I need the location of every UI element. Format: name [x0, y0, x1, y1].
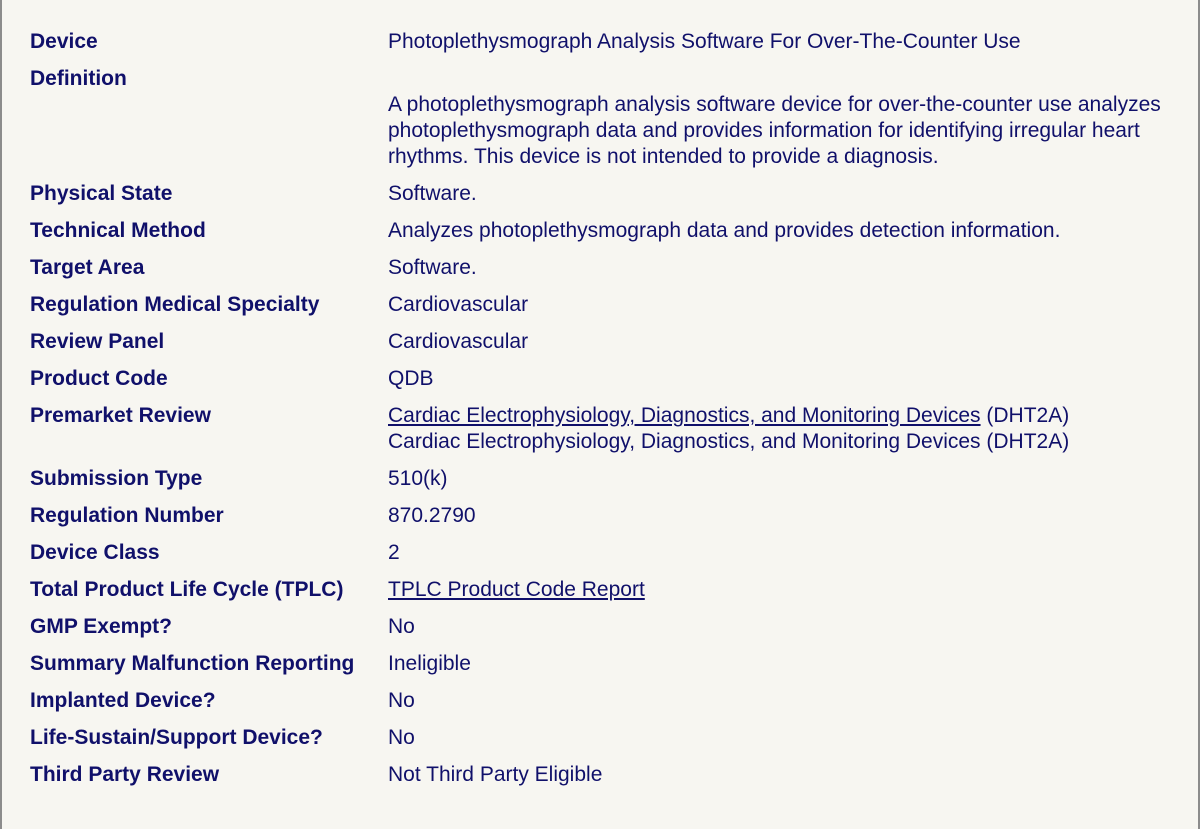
row-label: Submission Type	[30, 467, 203, 490]
row-label: Implanted Device?	[30, 689, 216, 712]
table-row-premarket-review	[30, 398, 1188, 461]
row-value: Photoplethysmograph Analysis Software For Over-The-Counter Use	[388, 30, 1021, 53]
table-row-physical-state	[30, 176, 1188, 213]
row-value: QDB	[388, 367, 434, 390]
tplc-report-link[interactable]: TPLC Product Code Report	[388, 578, 645, 601]
row-label: Premarket Review	[30, 404, 211, 427]
table-row-technical-method	[30, 213, 1188, 250]
row-label: Physical State	[30, 182, 173, 205]
row-value: Software.	[388, 256, 477, 279]
row-label: Technical Method	[30, 219, 206, 242]
table-row-regulation-number	[30, 498, 1188, 535]
row-value: Not Third Party Eligible	[388, 763, 603, 786]
row-label: Regulation Medical Specialty	[30, 293, 320, 316]
premarket-review-line2: Cardiac Electrophysiology, Diagnostics, and Monitoring Devices (DHT2A)	[388, 430, 1070, 453]
row-value	[388, 398, 1188, 461]
row-value: No	[388, 615, 415, 638]
row-value: 510(k)	[388, 467, 448, 490]
table-row-third-party-review	[30, 757, 1188, 794]
row-label: Summary Malfunction Reporting	[30, 652, 355, 675]
table-row-gmp-exempt	[30, 609, 1188, 646]
table-row-target-area	[30, 250, 1188, 287]
table-row-regulation-medical-specialty	[30, 287, 1188, 324]
premarket-review-suffix: (DHT2A)	[980, 404, 1070, 427]
row-value: No	[388, 726, 415, 749]
table-row-device	[30, 24, 1188, 61]
row-value: 870.2790	[388, 504, 476, 527]
table-row-implanted-device	[30, 683, 1188, 720]
premarket-review-link[interactable]: Cardiac Electrophysiology, Diagnostics, and Monitoring Devices	[388, 404, 981, 427]
row-value: No	[388, 689, 415, 712]
table-row-device-class	[30, 535, 1188, 572]
row-label: Third Party Review	[30, 763, 220, 786]
row-value: Software.	[388, 182, 477, 205]
device-detail-table	[30, 24, 1188, 794]
row-label: Regulation Number	[30, 504, 224, 527]
row-label: Total Product Life Cycle (TPLC)	[30, 578, 344, 601]
row-label: Definition	[30, 67, 127, 90]
table-row-life-sustain-support-device	[30, 720, 1188, 757]
row-label: Device	[30, 30, 98, 53]
row-value: Ineligible	[388, 652, 471, 675]
row-value: Cardiovascular	[388, 293, 529, 316]
row-label: Life-Sustain/Support Device?	[30, 726, 323, 749]
row-label: Product Code	[30, 367, 168, 390]
row-value	[388, 572, 1188, 609]
table-row-definition	[30, 61, 1188, 176]
row-value: Analyzes photoplethysmograph data and provides detection information.	[388, 219, 1061, 242]
row-label: Device Class	[30, 541, 160, 564]
row-label: GMP Exempt?	[30, 615, 172, 638]
table-row-submission-type	[30, 461, 1188, 498]
row-value: 2	[388, 541, 400, 564]
table-row-review-panel	[30, 324, 1188, 361]
table-row-tplc	[30, 572, 1188, 609]
table-row-product-code	[30, 361, 1188, 398]
definition-text: A photoplethysmograph analysis software device for over-the-counter use analyzes photoplethysmograph data and provides information for identifying irregular heart rhythms. This device is not intended to provide a diagnosis.	[388, 93, 1161, 168]
row-label: Review Panel	[30, 330, 165, 353]
row-label: Target Area	[30, 256, 145, 279]
row-value: Cardiovascular	[388, 330, 529, 353]
table-row-summary-malfunction-reporting	[30, 646, 1188, 683]
row-value	[388, 61, 1188, 176]
left-border	[0, 0, 2, 829]
